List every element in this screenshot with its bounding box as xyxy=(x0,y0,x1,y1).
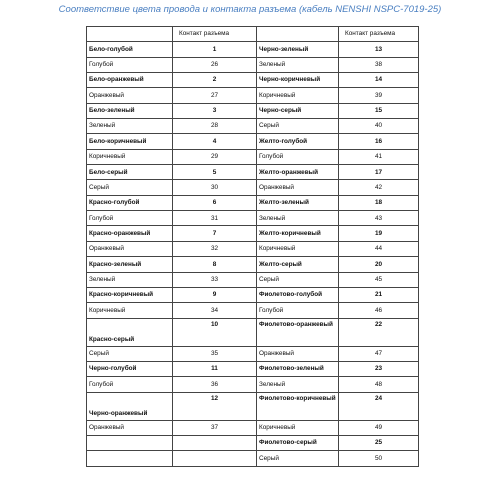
contact-number-left: 9 xyxy=(173,287,257,302)
wire-color-left: Голубой xyxy=(87,377,173,392)
contact-number-right: 24 xyxy=(339,392,419,420)
table-row xyxy=(87,165,419,180)
contact-number-left: 8 xyxy=(173,257,257,272)
wire-color-left: Красно-серый xyxy=(87,318,173,346)
wire-color-right: Оранжевый xyxy=(257,180,339,195)
header-empty-cell xyxy=(257,27,339,42)
contact-number-right: 16 xyxy=(339,134,419,149)
wire-color-right: Фиолетово-зеленый xyxy=(257,361,339,376)
contact-number-left: 26 xyxy=(173,57,257,72)
contact-number-right: 21 xyxy=(339,287,419,302)
wire-color-right: Черно-коричневый xyxy=(257,73,339,88)
wire-color-right: Серый xyxy=(257,119,339,134)
wire-color-left: Красно-оранжевый xyxy=(87,226,173,241)
contact-number-right: 50 xyxy=(339,451,419,466)
wire-color-right: Фиолетово-оранжевый xyxy=(257,318,339,346)
table-row xyxy=(87,377,419,392)
wire-color-right: Желто-серый xyxy=(257,257,339,272)
wire-color-left: Черно-оранжевый xyxy=(87,392,173,420)
wire-color-left: Бело-оранжевый xyxy=(87,73,173,88)
wire-color-right: Серый xyxy=(257,451,339,466)
contact-number-right: 25 xyxy=(339,435,419,450)
wire-color-left: Бело-зеленый xyxy=(87,103,173,118)
contact-number-left: 5 xyxy=(173,165,257,180)
contact-number-right: 14 xyxy=(339,73,419,88)
header-contact-left: Контакт разъема xyxy=(173,27,257,42)
table-row xyxy=(87,149,419,164)
contact-number-right: 45 xyxy=(339,272,419,287)
wire-color-right: Черно-зеленый xyxy=(257,42,339,57)
wire-color-left: Коричневый xyxy=(87,149,173,164)
contact-number-right: 20 xyxy=(339,257,419,272)
wire-color-left: Оранжевый xyxy=(87,88,173,103)
wire-color-right: Серый xyxy=(257,272,339,287)
wire-color-right: Желто-оранжевый xyxy=(257,165,339,180)
wire-color-left: Красно-коричневый xyxy=(87,287,173,302)
wire-color-right: Зеленый xyxy=(257,211,339,226)
contact-number-left xyxy=(173,451,257,466)
contact-number-left: 34 xyxy=(173,303,257,318)
wire-color-right: Желто-голубой xyxy=(257,134,339,149)
contact-number-left: 29 xyxy=(173,149,257,164)
contact-number-right: 46 xyxy=(339,303,419,318)
contact-number-left: 1 xyxy=(173,42,257,57)
contact-number-left: 4 xyxy=(173,134,257,149)
contact-number-left: 11 xyxy=(173,361,257,376)
table-row xyxy=(87,195,419,210)
contact-number-left: 31 xyxy=(173,211,257,226)
table-row xyxy=(87,241,419,256)
contact-number-left: 12 xyxy=(173,392,257,420)
table-row xyxy=(87,42,419,57)
contact-number-left: 30 xyxy=(173,180,257,195)
wire-color-left: Серый xyxy=(87,346,173,361)
contact-number-right: 17 xyxy=(339,165,419,180)
wire-color-right: Голубой xyxy=(257,149,339,164)
contact-number-right: 48 xyxy=(339,377,419,392)
table-row xyxy=(87,88,419,103)
wire-color-right: Черно-серый xyxy=(257,103,339,118)
table-row xyxy=(87,180,419,195)
document-title: Соответствие цвета провода и контакта разъема (кабель NENSHI NSPC-7019-25) xyxy=(58,4,442,15)
wire-color-right: Коричневый xyxy=(257,88,339,103)
contact-number-right: 41 xyxy=(339,149,419,164)
contact-number-right: 39 xyxy=(339,88,419,103)
wire-color-right: Желто-коричневый xyxy=(257,226,339,241)
contact-number-left: 33 xyxy=(173,272,257,287)
wire-color-left: Бело-серый xyxy=(87,165,173,180)
wire-color-right: Фиолетово-серый xyxy=(257,435,339,450)
table-row xyxy=(87,318,419,346)
table-row xyxy=(87,119,419,134)
table-row xyxy=(87,435,419,450)
table-row xyxy=(87,272,419,287)
contact-number-left: 3 xyxy=(173,103,257,118)
wire-color-right: Зеленый xyxy=(257,57,339,72)
table-row xyxy=(87,134,419,149)
contact-number-right: 40 xyxy=(339,119,419,134)
contact-number-left: 27 xyxy=(173,88,257,103)
header-empty-cell xyxy=(87,27,173,42)
wire-color-right: Коричневый xyxy=(257,241,339,256)
contact-number-right: 15 xyxy=(339,103,419,118)
header-contact-right: Контакт разъема xyxy=(339,27,419,42)
wire-color-right: Фиолетово-коричневый xyxy=(257,392,339,420)
contact-number-right: 47 xyxy=(339,346,419,361)
wire-color-left xyxy=(87,435,173,450)
contact-number-right: 18 xyxy=(339,195,419,210)
wire-color-right: Желто-зеленый xyxy=(257,195,339,210)
contact-number-left: 7 xyxy=(173,226,257,241)
wire-color-right: Фиолетово-голубой xyxy=(257,287,339,302)
wire-color-left: Зеленый xyxy=(87,272,173,287)
wire-color-left: Серый xyxy=(87,180,173,195)
contact-number-left: 6 xyxy=(173,195,257,210)
contact-number-right: 19 xyxy=(339,226,419,241)
table-row xyxy=(87,226,419,241)
table-row xyxy=(87,451,419,466)
contact-number-left: 28 xyxy=(173,119,257,134)
table-row xyxy=(87,392,419,420)
wire-color-right: Голубой xyxy=(257,303,339,318)
contact-number-right: 22 xyxy=(339,318,419,346)
wire-color-table xyxy=(86,26,419,467)
wire-color-left: Бело-голубой xyxy=(87,42,173,57)
wire-color-left: Зеленый xyxy=(87,119,173,134)
wire-color-right: Оранжевый xyxy=(257,346,339,361)
contact-number-left: 10 xyxy=(173,318,257,346)
contact-number-right: 44 xyxy=(339,241,419,256)
wire-color-left: Красно-голубой xyxy=(87,195,173,210)
table-row xyxy=(87,287,419,302)
table-row xyxy=(87,346,419,361)
table-row xyxy=(87,103,419,118)
contact-number-right: 43 xyxy=(339,211,419,226)
table-row xyxy=(87,211,419,226)
contact-number-left: 32 xyxy=(173,241,257,256)
wire-color-left: Оранжевый xyxy=(87,241,173,256)
wire-color-left: Черно-голубой xyxy=(87,361,173,376)
wire-color-left: Красно-зеленый xyxy=(87,257,173,272)
contact-number-right: 38 xyxy=(339,57,419,72)
wire-color-left xyxy=(87,451,173,466)
contact-number-left xyxy=(173,435,257,450)
table-row xyxy=(87,257,419,272)
wire-color-left: Бело-коричневый xyxy=(87,134,173,149)
table-row xyxy=(87,303,419,318)
wire-color-left: Коричневый xyxy=(87,303,173,318)
wire-color-right: Зеленый xyxy=(257,377,339,392)
contact-number-left: 35 xyxy=(173,346,257,361)
table-row xyxy=(87,57,419,72)
table-row xyxy=(87,420,419,435)
contact-number-right: 13 xyxy=(339,42,419,57)
table-row xyxy=(87,73,419,88)
contact-number-left: 36 xyxy=(173,377,257,392)
wire-color-left: Голубой xyxy=(87,57,173,72)
contact-number-left: 37 xyxy=(173,420,257,435)
contact-number-right: 23 xyxy=(339,361,419,376)
wire-color-right: Коричневый xyxy=(257,420,339,435)
wire-color-left: Голубой xyxy=(87,211,173,226)
contact-number-left: 2 xyxy=(173,73,257,88)
table-header-row xyxy=(87,27,419,42)
contact-number-right: 42 xyxy=(339,180,419,195)
table-row xyxy=(87,361,419,376)
wire-color-left: Оранжевый xyxy=(87,420,173,435)
contact-number-right: 49 xyxy=(339,420,419,435)
